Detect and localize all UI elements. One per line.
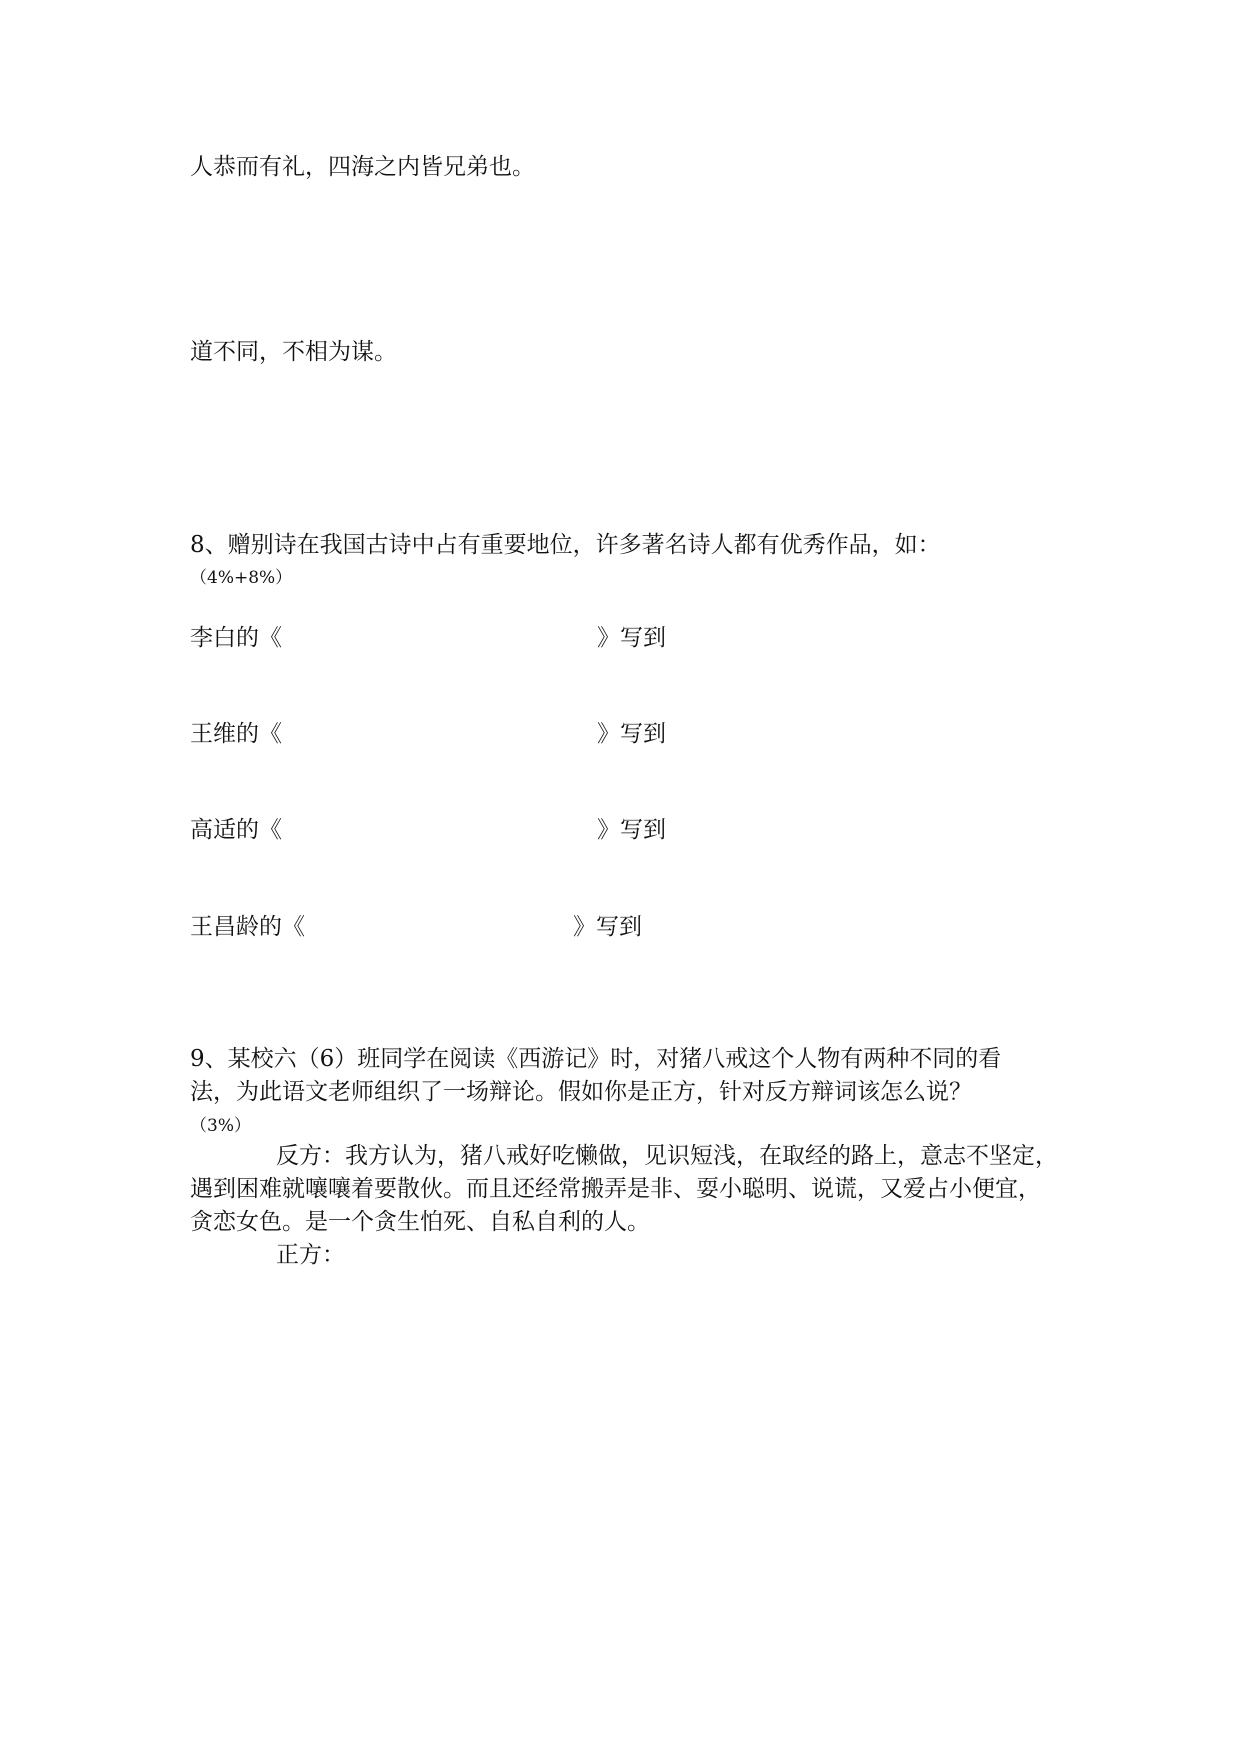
poem-fill-row — [190, 719, 690, 749]
poem-fill-row — [190, 815, 690, 845]
fill-suffix: 》写到 — [597, 625, 666, 651]
proverb-line: 人恭而有礼，四海之内皆兄弟也。 — [190, 154, 535, 180]
question-8-text: 8、赠别诗在我国古诗中占有重要地位，许多著名诗人都有优秀作品，如： — [190, 532, 941, 558]
question-9-score: （3%） — [190, 1116, 251, 1136]
fill-suffix: 》写到 — [597, 817, 666, 843]
opposition-argument: 反方：我方认为，猪八戒好吃懒做，见识短浅，在取经的路上，意志不坚定，遇到困难就嚷嚷着要散伙。而且还经常搬弄是非、耍小聪明、说谎，又爱占小便宜，贪恋女色。是一个贪生怕死、自私自利的人。 — [190, 1143, 1058, 1235]
poet-label: 王昌龄的《 — [190, 914, 305, 940]
poem-fill-row — [190, 912, 690, 942]
affirmative-label: 正方： — [276, 1242, 345, 1268]
poet-label: 李白的《 — [190, 625, 282, 651]
proverb-line: 道不同，不相为谋。 — [190, 339, 397, 365]
poet-label: 高适的《 — [190, 817, 282, 843]
fill-suffix: 》写到 — [573, 914, 642, 940]
poem-fill-row — [190, 623, 690, 653]
poet-label: 王维的《 — [190, 721, 282, 747]
question-8-score: （4%+8%） — [190, 568, 293, 588]
question-9-text: 9、某校六（6）班同学在阅读《西游记》时，对猪八戒这个人物有两种不同的看 — [190, 1046, 1002, 1072]
fill-suffix: 》写到 — [597, 721, 666, 747]
question-9-text: 法，为此语文老师组织了一场辩论。假如你是正方，针对反方辩词该怎么说？ — [190, 1079, 972, 1105]
